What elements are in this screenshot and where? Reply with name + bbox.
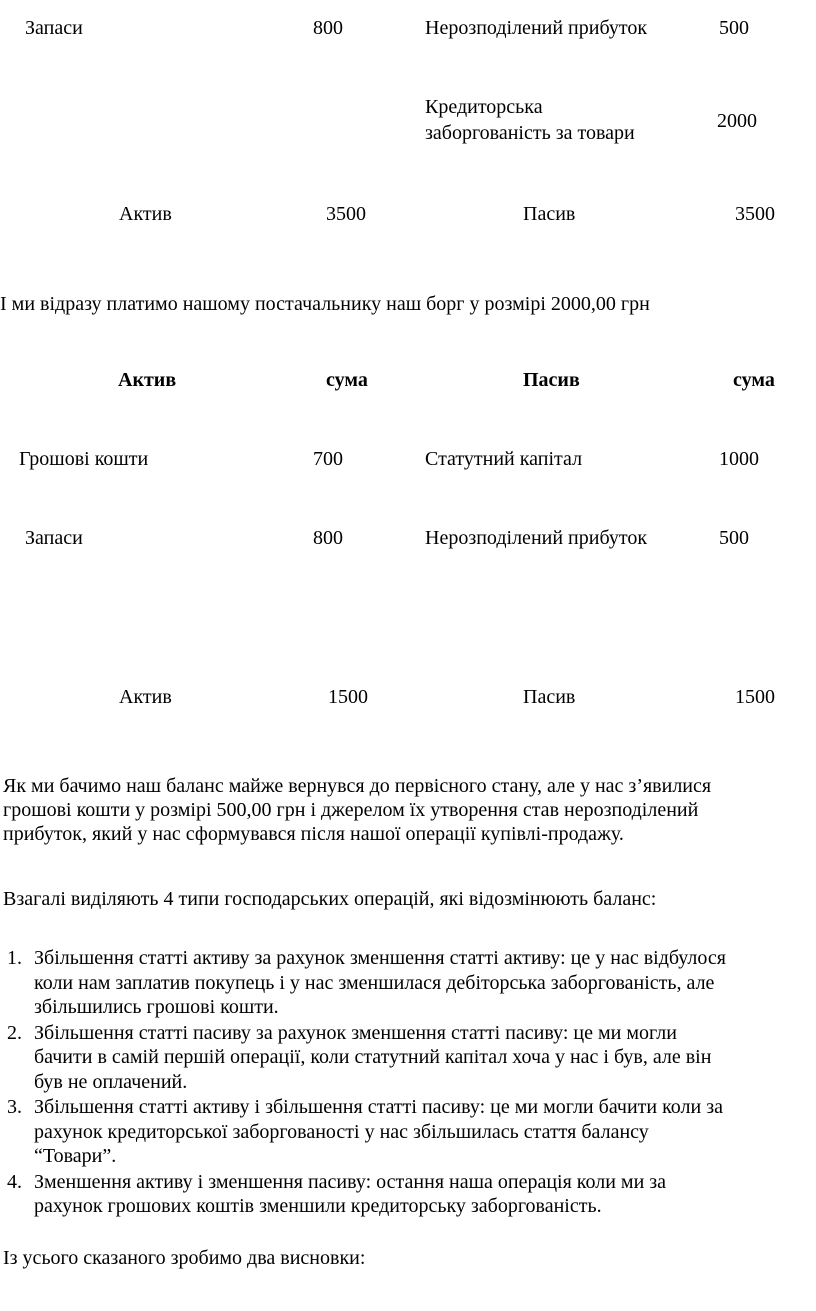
total-asset-label: Актив [119, 686, 172, 708]
header-asset: Актив [118, 369, 177, 391]
closing-line: Із усього сказаного зробимо два висновки: [3, 1247, 366, 1269]
list-item-number: 4. [7, 1170, 22, 1193]
header-liability-sum: сума [733, 369, 775, 391]
top-row2-liability-line1: Кредиторська [425, 96, 543, 118]
list-item-line: Зменшення активу і зменшення пасиву: остання наша операція коли ми за [34, 1170, 667, 1193]
row1-asset-sum: 700 [313, 448, 343, 470]
top-row2-liability-line2: заборгованість за товари [425, 122, 635, 144]
list-item [0, 1095, 816, 1169]
list-item-line: Збільшення статті активу і збільшення статті пасиву: це ми могли бачити коли за [34, 1096, 723, 1118]
list-item-line: був не оплачений. [34, 1070, 188, 1093]
list-item-number: 2. [7, 1021, 22, 1044]
list-item [0, 946, 816, 1020]
top-row-liability: Нерозподілений прибуток [425, 17, 648, 39]
top-total-liability-label: Пасив [523, 203, 576, 225]
top-total-asset-label: Актив [119, 203, 172, 225]
list-item-line: “Товари”. [34, 1145, 117, 1167]
top-total-liability-sum: 3500 [735, 203, 775, 225]
total-liability-label: Пасив [523, 686, 576, 708]
header-asset-sum: сума [326, 369, 368, 391]
operation-types-list [0, 946, 816, 1220]
list-item-line: бачити в самій першій операції, коли статутний капітал хоча у нас і був, але він [34, 1046, 712, 1068]
paragraph-balance-summary [3, 774, 803, 846]
row2-asset-sum: 800 [313, 527, 343, 549]
list-item-line: рахунок кредиторської заборгованості у нас збільшилась стаття балансу [34, 1120, 649, 1143]
list-item [0, 1021, 816, 1095]
paragraph-operation-types: Взагалі виділяють 4 типи господарських операцій, які відозмінюють баланс: [3, 888, 657, 910]
top-row2-liability-sum: 2000 [717, 110, 757, 132]
header-liability: Пасив [523, 369, 580, 391]
row1-asset: Грошові кошти [19, 448, 149, 470]
top-row-asset-sum: 800 [313, 17, 343, 39]
row2-liability: Нерозподілений прибуток [425, 527, 648, 549]
list-item-line: збільшились грошові кошти. [34, 996, 279, 1018]
top-row-asset: Запаси [25, 17, 83, 39]
total-asset-sum: 1500 [328, 686, 368, 708]
top-total-asset-sum: 3500 [326, 203, 366, 225]
row1-liability-sum: 1000 [719, 448, 759, 470]
paragraph-line: Як ми бачимо наш баланс майже вернувся до первісного стану, але у нас з’явилися [3, 775, 712, 797]
paragraph-line: грошові кошти у розмірі 500,00 грн і джерелом їх утворення став нерозподілений [3, 799, 699, 821]
top-row-liability-sum: 500 [719, 17, 749, 39]
list-item-line: Збільшення статті пасиву за рахунок зменшення статті пасиву: це ми могли [34, 1021, 677, 1044]
list-item-line: Збільшення статті активу за рахунок зменшення статті активу: це у нас відбулося [34, 947, 726, 969]
list-item [0, 1170, 816, 1219]
row1-liability: Статутний капітал [425, 448, 583, 470]
paragraph-line: прибуток, який у нас сформувався після нашої операції купівлі-продажу. [3, 823, 624, 845]
row2-asset: Запаси [25, 527, 83, 549]
list-item-line: коли нам заплатив покупець і у нас зменшилася дебіторська заборгованість, але [34, 971, 715, 994]
row2-liability-sum: 500 [719, 527, 749, 549]
list-item-number: 3. [7, 1096, 22, 1118]
list-item-line: рахунок грошових коштів зменшили кредиторську заборгованість. [34, 1195, 602, 1217]
total-liability-sum: 1500 [735, 686, 775, 708]
intro-line: І ми відразу платимо нашому постачальнику наш борг у розмірі 2000,00 грн [0, 293, 650, 315]
list-item-number: 1. [7, 947, 22, 969]
